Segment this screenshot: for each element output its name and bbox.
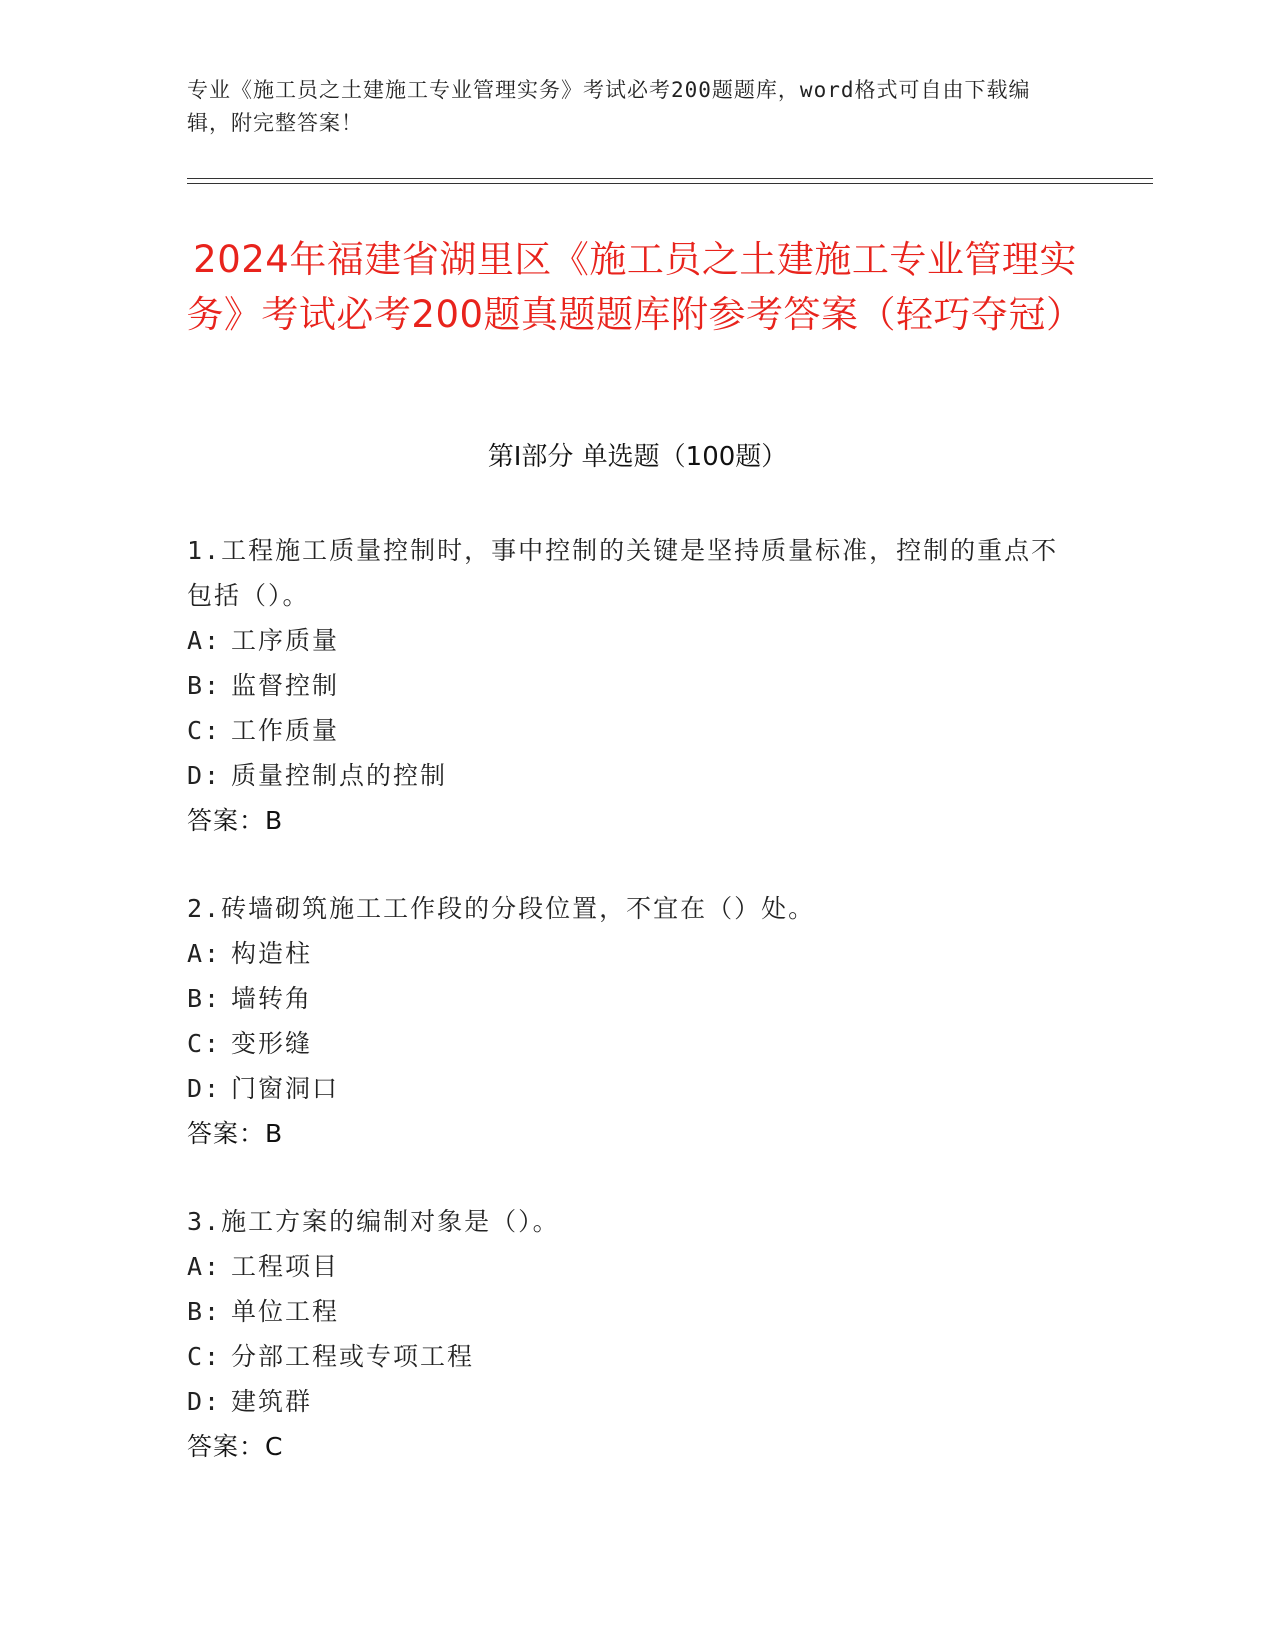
answer-line: 答案：B xyxy=(187,1119,284,1148)
option-text: 变形缝 xyxy=(231,1029,313,1058)
option-a xyxy=(187,618,1067,663)
question-stem: 3.施工方案的编制对象是（）。 xyxy=(187,1207,560,1236)
option-text: 工作质量 xyxy=(231,716,340,745)
option-d xyxy=(187,753,1067,798)
option-letter: C: xyxy=(187,716,222,745)
question-2 xyxy=(187,886,1067,1156)
option-c xyxy=(187,1021,1067,1066)
option-text: 单位工程 xyxy=(231,1297,340,1326)
answer-line: 答案：C xyxy=(187,1432,284,1461)
section-title: 第I部分 单选题（100题） xyxy=(487,442,788,472)
option-b xyxy=(187,976,1067,1021)
question-stem: 1.工程施工质量控制时，事中控制的关键是坚持质量标准，控制的重点不包括（）。 xyxy=(187,536,1059,610)
header-rule-top xyxy=(187,178,1153,179)
option-text: 建筑群 xyxy=(231,1387,313,1416)
option-text: 工程项目 xyxy=(231,1252,340,1281)
document-title: 2024年福建省湖里区《施工员之土建施工专业管理实务》考试必考200题真题题库附参考答案（轻巧夺冠） xyxy=(186,238,1084,336)
question-stem: 2.砖墙砌筑施工工作段的分段位置，不宜在（）处。 xyxy=(187,894,816,923)
option-letter: D: xyxy=(187,1074,222,1103)
option-b xyxy=(187,663,1067,708)
option-letter: A: xyxy=(187,939,222,968)
option-d xyxy=(187,1066,1067,1111)
option-a xyxy=(187,931,1067,976)
option-a xyxy=(187,1244,1067,1289)
option-text: 监督控制 xyxy=(231,671,340,700)
option-text: 门窗洞口 xyxy=(231,1074,340,1103)
header-note: 专业《施工员之土建施工专业管理实务》考试必考200题题库，word格式可自由下载编辑，附完整答案！ xyxy=(187,78,1031,135)
question-list xyxy=(187,528,1067,1512)
option-text: 墙转角 xyxy=(231,984,313,1013)
option-c xyxy=(187,1334,1067,1379)
answer-line: 答案：B xyxy=(187,806,284,835)
option-letter: B: xyxy=(187,984,222,1013)
option-c xyxy=(187,708,1067,753)
option-letter: C: xyxy=(187,1342,222,1371)
header-rule-bottom xyxy=(187,183,1153,184)
option-text: 分部工程或专项工程 xyxy=(231,1342,475,1371)
option-letter: A: xyxy=(187,626,222,655)
question-1 xyxy=(187,528,1067,843)
option-letter: C: xyxy=(187,1029,222,1058)
option-letter: B: xyxy=(187,671,222,700)
option-b xyxy=(187,1289,1067,1334)
option-letter: D: xyxy=(187,761,222,790)
option-letter: A: xyxy=(187,1252,222,1281)
option-text: 质量控制点的控制 xyxy=(231,761,448,790)
option-letter: D: xyxy=(187,1387,222,1416)
option-text: 构造柱 xyxy=(231,939,313,968)
option-text: 工序质量 xyxy=(231,626,340,655)
question-3 xyxy=(187,1199,1067,1469)
option-d xyxy=(187,1379,1067,1424)
option-letter: B: xyxy=(187,1297,222,1326)
